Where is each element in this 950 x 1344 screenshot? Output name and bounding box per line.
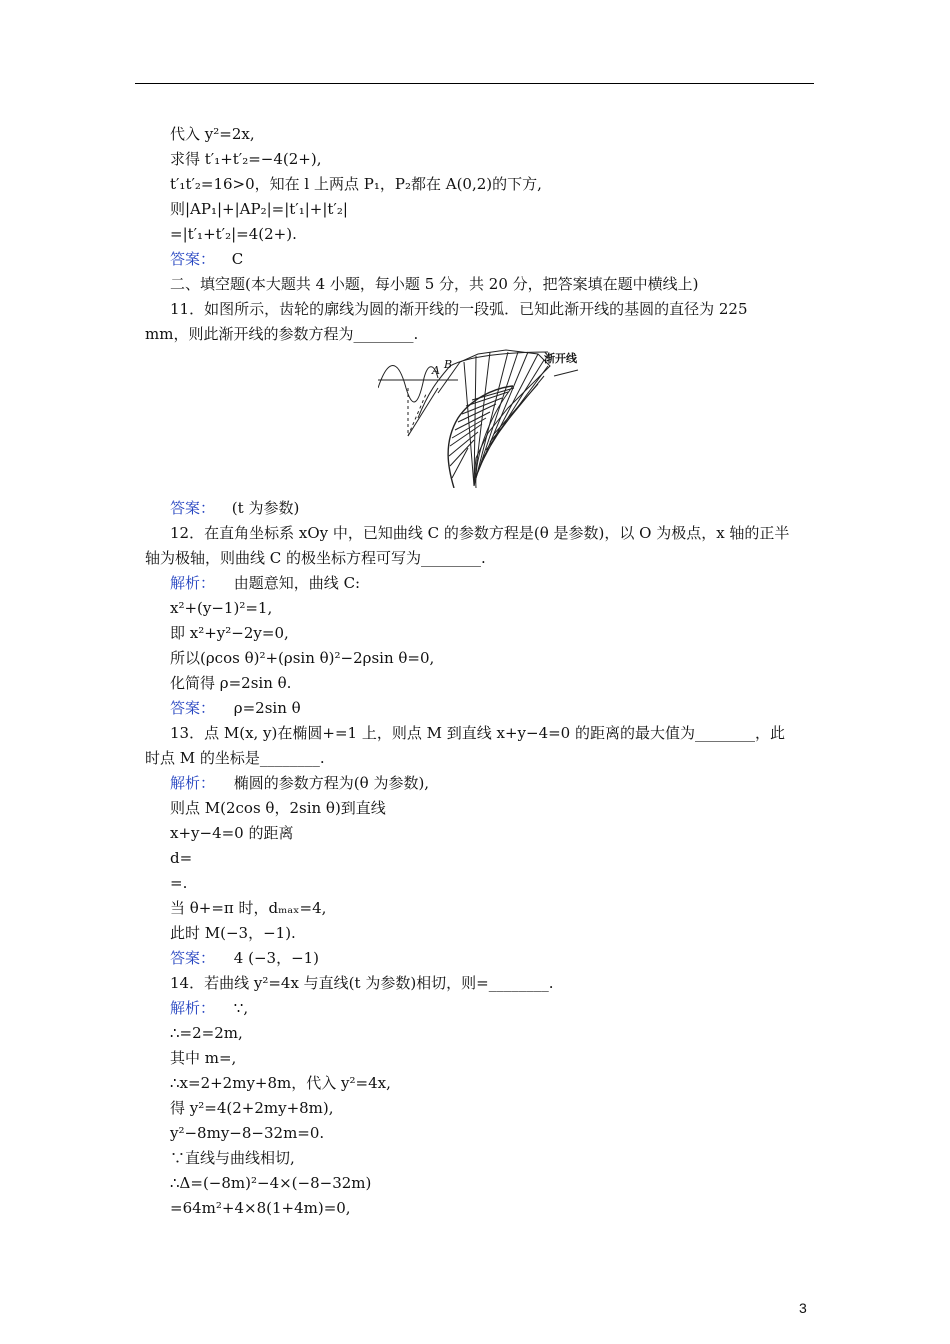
- q12-analysis: [170, 573, 360, 593]
- page-number: 3: [799, 1300, 807, 1316]
- q13-analysis: [170, 773, 429, 793]
- q13-step: d=: [170, 849, 193, 867]
- q12-line2: 轴为极轴，则曲线 C 的极坐标方程可写为________.: [145, 549, 486, 567]
- q14-line1: 14．若曲线 y²=4x 与直线(t 为参数)相切，则=________.: [170, 974, 554, 992]
- q13-step: 当 θ+=π 时，dₘₐₓ=4,: [170, 899, 327, 917]
- involute-gear-figure: [378, 348, 590, 488]
- point-b-label: B: [444, 358, 453, 371]
- answer-value: ρ=2sin θ: [233, 699, 301, 717]
- q11-line1: 11．如图所示，齿轮的廓线为圆的渐开线的一段弧．已知此渐开线的基圆的直径为 225: [170, 300, 748, 318]
- involute-label: 渐开线: [544, 352, 577, 365]
- answer-label: 答案：: [170, 250, 216, 268]
- q11-line2: mm，则此渐开线的参数方程为________.: [145, 325, 419, 343]
- q12-step: 所以(ρcos θ)²+(ρsin θ)²−2ρsin θ=0,: [170, 649, 435, 667]
- q13-step: 此时 M(−3，−1).: [170, 924, 296, 942]
- answer-label: 答案：: [170, 699, 216, 717]
- text-line: t′₁t′₂=16>0，知在 l 上两点 P₁，P₂都在 A(0,2)的下方,: [170, 175, 542, 193]
- text-line: =|t′₁+t′₂|=4(2+).: [170, 225, 297, 243]
- q13-line2: 时点 M 的坐标是________.: [145, 749, 325, 767]
- q13-step: 则点 M(2cos θ，2sin θ)到直线: [170, 799, 386, 817]
- answer-value: C: [231, 250, 244, 268]
- text-line: 代入 y²=2x,: [170, 125, 255, 143]
- q14-analysis: [170, 998, 248, 1018]
- q13-step: x+y−4=0 的距离: [170, 824, 294, 842]
- analysis-label: 解析：: [170, 574, 216, 592]
- q14-step: y²−8my−8−32m=0.: [170, 1124, 325, 1142]
- point-a-label: A: [432, 364, 440, 377]
- header-rule: [135, 83, 814, 84]
- analysis-label: 解析：: [170, 774, 216, 792]
- q13-step: =.: [170, 874, 188, 892]
- q12-step: x²+(y−1)²=1,: [170, 599, 273, 617]
- q13-line1: 13．点 M(x, y)在椭圆+=1 上，则点 M 到直线 x+y−4=0 的距离的最大值为________，此: [170, 724, 785, 742]
- analysis-text: 椭圆的参数方程为(θ 为参数),: [233, 774, 430, 792]
- text-line: 求得 t′₁+t′₂=−4(2+),: [170, 150, 322, 168]
- answer-value: (t 为参数): [231, 499, 300, 517]
- text-line: 则|AP₁|+|AP₂|=|t′₁|+|t′₂|: [170, 200, 348, 218]
- q14-step: =64m²+4×8(1+4m)=0,: [170, 1199, 351, 1217]
- answer-label: 答案：: [170, 949, 216, 967]
- q12-step: 化简得 ρ=2sin θ.: [170, 674, 292, 692]
- answer-value: 4 (−3，−1): [233, 949, 320, 967]
- analysis-text: ∵,: [233, 999, 249, 1017]
- answer-line: [170, 249, 243, 269]
- analysis-label: 解析：: [170, 999, 216, 1017]
- answer-label: 答案：: [170, 499, 216, 517]
- section-title: 二、填空题(本大题共 4 小题，每小题 5 分，共 20 分，把答案填在题中横线上): [170, 275, 699, 293]
- q12-step: 即 x²+y²−2y=0,: [170, 624, 289, 642]
- q13-answer: [170, 948, 319, 968]
- q12-line1: 12．在直角坐标系 xOy 中，已知曲线 C 的参数方程是(θ 是参数)，以 O 为极点，x 轴的正半: [170, 524, 790, 542]
- analysis-text: 由题意知，曲线 C:: [233, 574, 361, 592]
- q12-answer: [170, 698, 301, 718]
- q14-step: ∴Δ=(−8m)²−4×(−8−32m): [170, 1174, 372, 1192]
- q14-step: 其中 m=,: [170, 1049, 237, 1067]
- q11-answer: [170, 498, 299, 518]
- q14-step: ∴=2=2m,: [170, 1024, 243, 1042]
- q14-step: ∵直线与曲线相切,: [170, 1149, 295, 1167]
- q14-step: ∴x=2+2my+8m，代入 y²=4x,: [170, 1074, 391, 1092]
- q14-step: 得 y²=4(2+2my+8m),: [170, 1099, 334, 1117]
